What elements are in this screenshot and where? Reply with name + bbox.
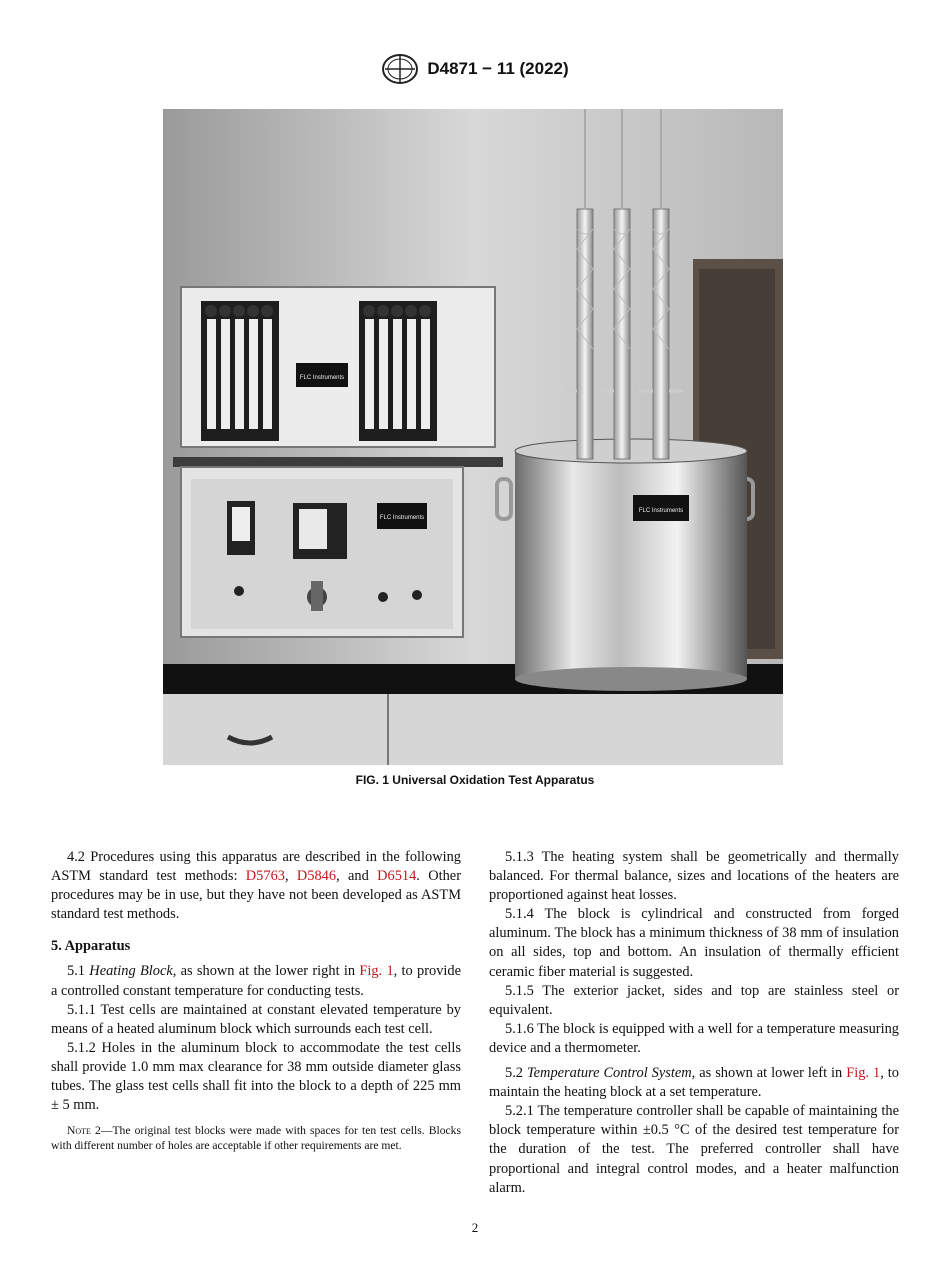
note-label: Note 2 — [67, 1124, 101, 1138]
separator: , and — [336, 868, 378, 885]
paragraph-5-1-3: 5.1.3 The heating system shall be geometrically and thermally balanced. For thermal balance, sizes and locations of the heaters are proportioned against heat losses. — [489, 849, 899, 904]
panel-label-controller: FLC Instruments — [379, 515, 425, 521]
link-fig-1[interactable]: Fig. 1 — [359, 963, 394, 980]
term: Heating Block, — [89, 963, 177, 980]
paragraph-text: 4.2 Procedures using this apparatus are described in the following ASTM standard test methods: — [51, 849, 461, 885]
link-fig-1[interactable]: Fig. 1 — [846, 1065, 881, 1082]
apparatus-photo — [163, 109, 783, 765]
paragraph-5-1-6: 5.1.6 The block is equipped with a well for a temperature measuring device and a thermometer. — [489, 1020, 899, 1056]
panel-label-block: FLC Instruments — [638, 508, 684, 514]
panel-label-upper: FLC Instruments — [299, 375, 345, 381]
astm-logo-icon — [381, 53, 419, 85]
page-header — [0, 52, 950, 86]
page-number: 2 — [471, 1220, 479, 1235]
link-d6514[interactable]: D6514 — [377, 868, 417, 885]
paragraph-text: , to maintain the heating block at a set temperature. — [489, 1065, 899, 1101]
paragraph-text: as shown at the lower right in — [176, 963, 360, 980]
note-text: —The original test blocks were made with spaces for ten test cells. Blocks with different number of holes are acceptable if other requirements are met. — [51, 1124, 461, 1153]
link-d5846[interactable]: D5846 — [296, 868, 337, 885]
paragraph-4-2 — [51, 848, 461, 924]
note-2 — [51, 1123, 461, 1153]
section-heading-apparatus: 5. Apparatus — [51, 938, 131, 955]
paragraph-5-1-5: 5.1.5 The exterior jacket, sides and top are stainless steel or equivalent. — [489, 982, 899, 1018]
separator: , — [284, 868, 297, 885]
paragraph-number: 5.2 — [505, 1065, 527, 1082]
right-column — [489, 848, 899, 1198]
paragraph-5-2 — [489, 1064, 899, 1102]
left-column — [51, 848, 461, 1153]
paragraph-5-1-2: 5.1.2 Holes in the aluminum block to accommodate the test cells shall provide 1.0 mm max clearance for 38 mm outside diameter glass tubes. The glass test cells shall fit into the block to a depth of 225 mm ± 5 mm. — [51, 1039, 461, 1114]
paragraph-5-2-1: 5.2.1 The temperature controller shall be capable of maintaining the block temperature within ±0.5 °C of the desired test temperature for the duration of the test. The preferred controller shall have proportional and integral control modes, and a heater malfunction alarm. — [489, 1103, 899, 1196]
standard-designation: D4871 − 11 (2022) — [427, 59, 569, 78]
paragraph-5-1-4: 5.1.4 The block is cylindrical and constructed from forged aluminum. The block has a minimum thickness of 38 mm of insulation on all sides, top and bottom. An insulation of thermally efficient ceramic fiber material is suggested. — [489, 906, 899, 980]
paragraph-5-1-1: 5.1.1 Test cells are maintained at constant elevated temperature by means of a heated aluminum block which surrounds each test cell. — [51, 1001, 461, 1037]
paragraph-5-1 — [51, 962, 461, 1000]
term: Temperature Control System, — [526, 1065, 696, 1082]
figure-photo — [163, 109, 783, 765]
paragraph-text: , to provide a controlled constant temperature for conducting tests. — [51, 963, 461, 999]
paragraph-number: 5.1 — [67, 963, 90, 980]
paragraph-text: as shown at lower left in — [695, 1065, 847, 1082]
paragraph-text: . Other procedures may be in use, but they have not been developed as ASTM standard test methods. — [51, 868, 461, 923]
figure-caption: FIG. 1 Universal Oxidation Test Apparatus — [355, 773, 595, 787]
link-d5763[interactable]: D5763 — [245, 868, 285, 885]
